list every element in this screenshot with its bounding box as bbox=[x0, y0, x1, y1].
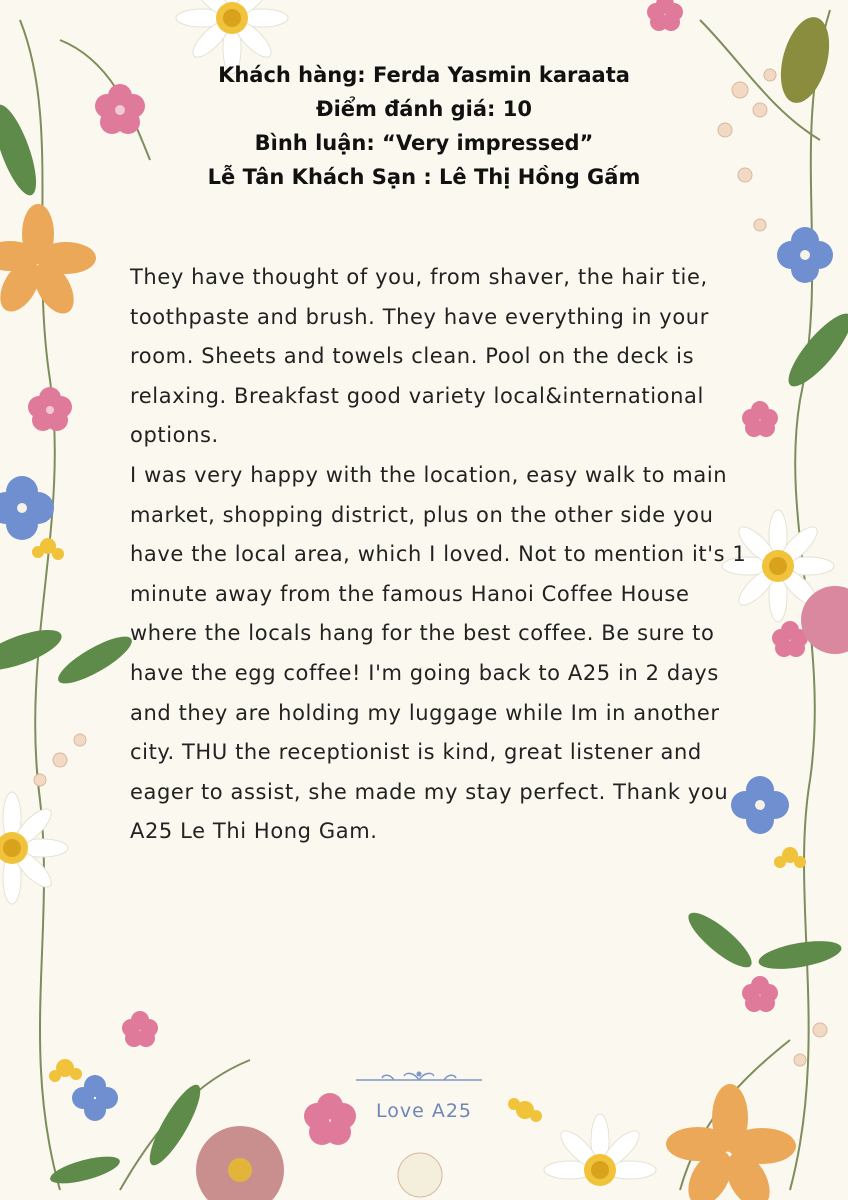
review-body bbox=[130, 258, 750, 852]
signature: Love A25 bbox=[375, 1100, 473, 1122]
review-comment: Bình luận: “Very impressed” bbox=[254, 131, 594, 155]
review-paragraph: I was very happy with the location, easy walk to main market, shopping district, plus on the other side you have the local area, which I loved. Not to mention it's 1 minute away from the famous Hanoi Coffee House where the locals hang for the best coffee. Be sure to have the egg coffee! I'm going back to A25 in 2 days and they are holding my luggage while Im in another city. THU the receptionist is kind, great listener and eager to assist, she made my stay perfect. Thank you A25 Le Thi Hong Gam. bbox=[130, 462, 747, 844]
review-paragraph: They have thought of you, from shaver, the hair tie, toothpaste and brush. They have everything in your room. Sheets and towels clean. Pool on the deck is relaxing. Breakfast good variety local&international options. bbox=[130, 265, 709, 448]
receptionist-name: Lễ Tân Khách Sạn : Lê Thị Hồng Gấm bbox=[207, 165, 641, 189]
flourish-ornament bbox=[354, 1068, 484, 1088]
customer-name: Khách hàng: Ferda Yasmin karaata bbox=[218, 63, 630, 87]
review-score: Điểm đánh giá: 10 bbox=[316, 97, 532, 121]
review-header bbox=[0, 58, 848, 194]
